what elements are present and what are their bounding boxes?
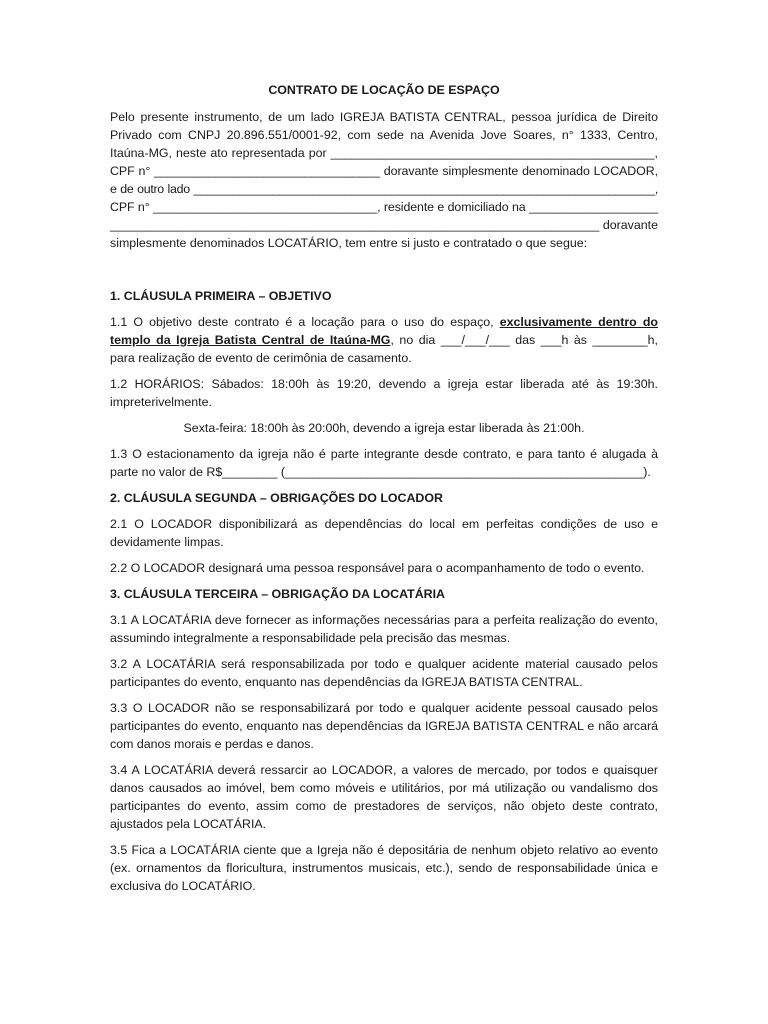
- clause-3-5: 3.5 Fica a LOCATÁRIA ciente que a Igreja não é depositária de nenhum objeto relativo ao evento (ex. ornamentos da floricultura, instrumentos musicais, etc.), sendo de responsabilidade única e exclusiva do LOCATÁRIO.: [110, 843, 658, 893]
- clause-1-1-emphasis: exclusivamente dentro do templo da Igreja Batista Central de Itaúna-MG: [110, 315, 658, 347]
- clause-3-4: 3.4 A LOCATÁRIA deverá ressarcir ao LOCADOR, a valores de mercado, por todos e quaisquer danos causados ao imóvel, bem como móveis e utilitários, por má utilização ou vandalismo dos participantes do evento, assim como de prestadores de serviços, não objeto deste contrato, ajustados pela LOCATÁRIA.: [110, 763, 658, 831]
- intro-paragraph: [110, 108, 658, 252]
- document-page: [110, 82, 658, 903]
- intro-line: e de outro lado ______________________________________________________________________,: [110, 182, 658, 196]
- clause-3-2: 3.2 A LOCATÁRIA será responsabilizada por todo e qualquer acidente material causado pelos participantes do evento, enquanto nas dependências da IGREJA BATISTA CENTRAL.: [110, 657, 658, 689]
- clause-3-3: 3.3 O LOCADOR não se responsabilizará por todo e qualquer acidente pessoal causado pelos participantes do evento, enquanto nas dependências da IGREJA BATISTA CENTRAL e não arcará com danos morais e perdas e danos.: [110, 701, 658, 751]
- clause-2-heading: 2. CLÁUSULA SEGUNDA – OBRIGAÇÕES DO LOCADOR: [110, 491, 443, 505]
- clause-1-2: 1.2 HORÁRIOS: Sábados: 18:00h às 19:20, devendo a igreja estar liberada até às 19:30h. impreterivelmente.: [110, 377, 658, 409]
- intro-line: CPF n° _________________________________ doravante simplesmente denominado LOCADOR,: [110, 164, 658, 178]
- intro-line: Pelo presente instrumento, de um lado IGREJA BATISTA CENTRAL, pessoa jurídica de Direito: [110, 110, 658, 124]
- intro-line: simplesmente denominados LOCATÁRIO, tem entre si justo e contratado o que segue:: [110, 236, 588, 250]
- clause-3-heading: 3. CLÁUSULA TERCEIRA – OBRIGAÇÃO DA LOCATÁRIA: [110, 587, 446, 601]
- document-title: CONTRATO DE LOCAÇÃO DE ESPAÇO: [268, 83, 500, 97]
- clause-1-1: [110, 313, 658, 367]
- intro-line: Itaúna-MG, neste ato representada por _______________________________________________,: [110, 146, 658, 160]
- clause-1-2-friday: Sexta-feira: 18:00h às 20:00h, devendo a igreja estar liberada às 21:00h.: [183, 421, 585, 435]
- clause-1-3: 1.3 O estacionamento da igreja não é parte integrante desde contrato, e para tanto é alugada à parte no valor de R$________ (____________________________________________________).: [110, 447, 658, 479]
- intro-line: Privado com CNPJ 20.896.551/0001-92, com sede na Avenida Jove Soares, n° 1333, Centro,: [110, 128, 658, 142]
- intro-line: _______________________________________________________________________ doravante: [110, 218, 658, 232]
- clause-2-2: 2.2 O LOCADOR designará uma pessoa responsável para o acompanhamento de todo o evento.: [110, 561, 645, 575]
- clause-1-1-text-start: 1.1 O objetivo deste contrato é a locação para o uso do espaço,: [110, 315, 500, 329]
- clause-1-heading: 1. CLÁUSULA PRIMEIRA – OBJETIVO: [110, 289, 332, 303]
- intro-line: CPF n° _________________________________, residente e domiciliado na ___________________: [110, 200, 658, 214]
- clause-2-1: 2.1 O LOCADOR disponibilizará as dependências do local em perfeitas condições de uso e devidamente limpas.: [110, 517, 658, 549]
- clause-3-1: 3.1 A LOCATÁRIA deve fornecer as informações necessárias para a perfeita realização do evento, assumindo integralmente a responsabilidade pela precisão das mesmas.: [110, 613, 658, 645]
- clause-1-1-text-end: , no dia ___/___/___ das ___h às ________h, para realização de evento de cerimônia de casamento.: [110, 333, 658, 365]
